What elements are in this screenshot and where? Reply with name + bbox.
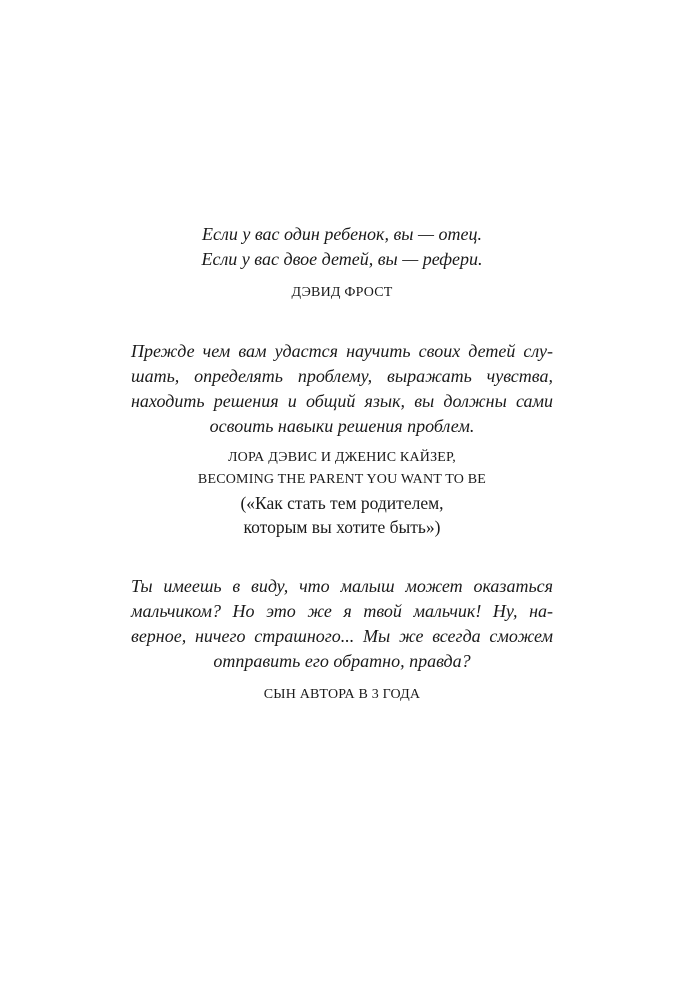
quote-text — [131, 574, 553, 674]
epigraph-1 — [131, 222, 553, 304]
quote-text — [131, 339, 553, 439]
quote-line: шать, определять проблему, выражать чувства, — [131, 366, 553, 386]
quote-line: Если у вас один ребенок, вы — отец. — [202, 224, 482, 244]
quote-source: BECOMING THE PARENT YOU WANT TO BE — [197, 472, 487, 487]
quote-line: Если у вас двое детей, вы — рефери. — [201, 249, 483, 269]
quote-line: отправить его обратно, правда? — [213, 651, 471, 671]
quote-author: ДЭВИД ФРОСТ — [291, 285, 393, 300]
quote-line: освоить навыки решения проблем. — [209, 416, 475, 436]
epigraph-3 — [131, 574, 553, 706]
quote-line: находить решения и общий язык, вы должны сами — [131, 391, 553, 411]
quote-source-translation: которым вы хотите быть») — [243, 517, 441, 537]
quote-attribution — [131, 447, 553, 539]
page-content — [131, 222, 553, 706]
quote-line: верное, ничего страшного... Мы же всегда сможем — [131, 626, 553, 646]
quote-line: Прежде чем вам удастся научить своих детей слу- — [131, 341, 553, 361]
quote-source-translation: («Как стать тем родителем, — [240, 493, 444, 513]
quote-text — [131, 222, 553, 272]
quote-line: мальчиком? Но это же я твой мальчик! Ну, на- — [131, 601, 553, 621]
epigraph-2 — [131, 339, 553, 539]
quote-author: ЛОРА ДЭВИС И ДЖЕНИС КАЙЗЕР, — [227, 450, 456, 465]
quote-author: СЫН АВТОРА В 3 ГОДА — [263, 687, 421, 702]
quote-line: Ты имеешь в виду, что малыш может оказаться — [131, 576, 553, 596]
